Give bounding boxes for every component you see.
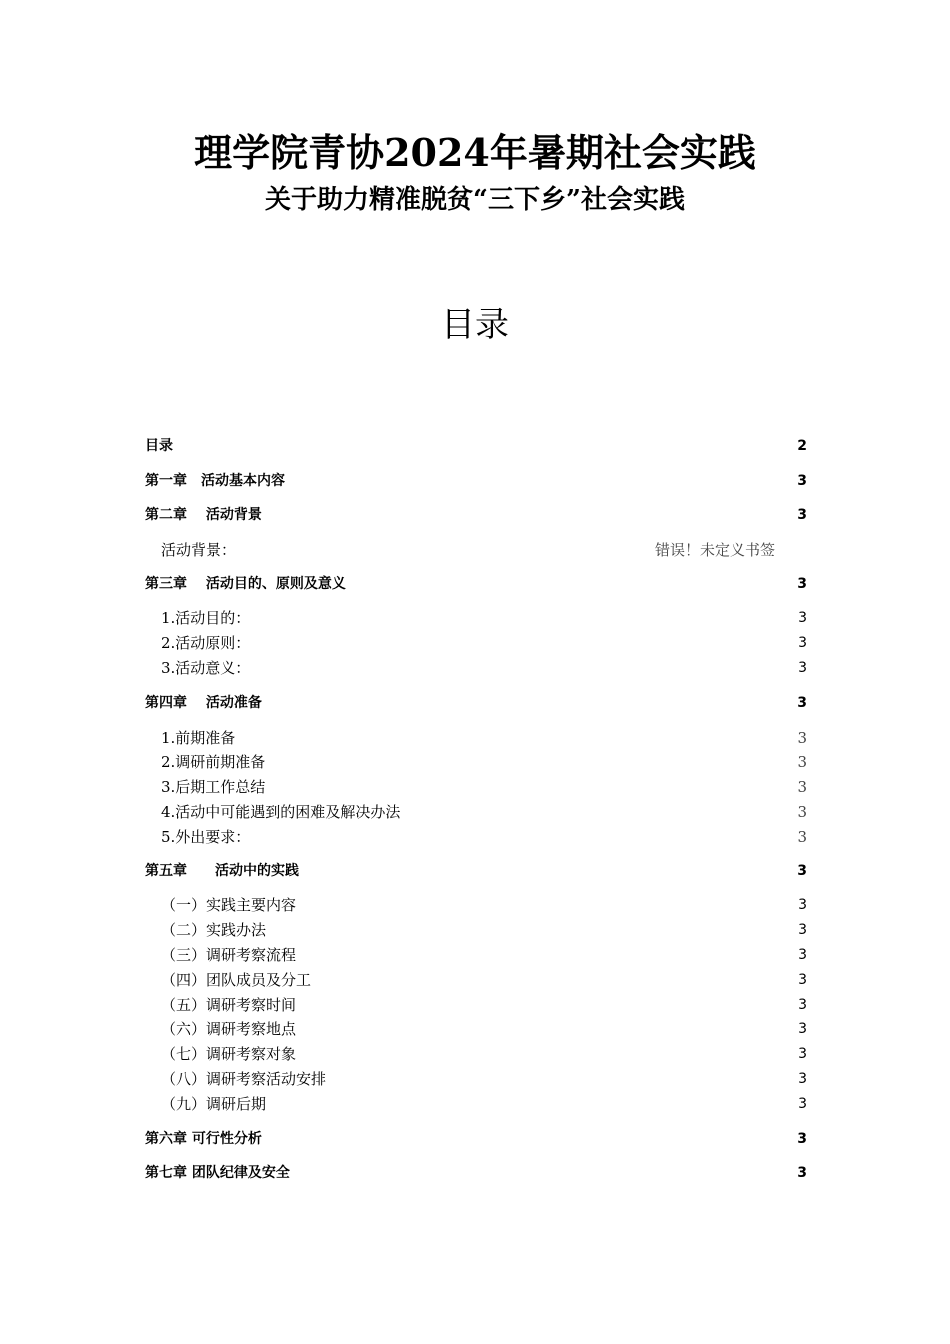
toc-entry-label: 目录 [145,438,173,454]
toc-entry-chapter-6[interactable] [145,1128,807,1150]
toc-entry-5-7[interactable] [161,1043,807,1065]
toc-entry-label: 第四章 活动准备 [145,695,262,711]
toc-entry-page: 3 [798,1046,807,1062]
toc-entry-page: 3 [798,1096,807,1112]
toc-entry-label: 第五章 活动中的实践 [145,863,299,879]
toc-entry-label: （六）调研考察地点 [161,1020,297,1038]
toc-entry-3-1[interactable] [161,607,807,629]
document-subtitle: 关于助力精准脱贫“三下乡”社会实践 [265,185,685,215]
toc-entry-page: 3 [797,803,807,821]
toc-entry-chapter-5[interactable] [145,860,807,882]
toc-entry-label: 第一章 活动基本内容 [145,473,285,489]
toc-entry-chapter-2[interactable] [145,504,807,526]
toc-entry-page: 3 [798,947,807,963]
toc-entry-page: 3 [797,507,807,523]
toc-entry-chapter-3[interactable] [145,573,807,595]
toc-entry-page: 3 [797,828,807,846]
document-title: 理学院青协2024年暑期社会实践 [194,130,756,175]
toc-entry-label: （九）调研后期 [161,1095,267,1113]
toc-entry-page: 3 [798,635,807,651]
toc-entry-chapter-4[interactable] [145,692,807,714]
toc-entry-label: （四）团队成员及分工 [161,971,312,989]
toc-entry-label: 第七章 团队纪律及安全 [145,1165,290,1181]
toc-entry-4-3[interactable] [161,776,807,798]
toc-entry-toc[interactable] [145,435,807,457]
toc-entry-page: 3 [798,922,807,938]
toc-entry-page: 3 [797,695,807,711]
toc-entry-page: 3 [797,473,807,489]
toc-entry-3-3[interactable] [161,657,807,679]
toc-entry-5-6[interactable] [161,1018,807,1040]
toc-entry-5-1[interactable] [161,894,807,916]
toc-entry-label: 2.活动原则： [161,634,251,652]
toc-entry-page: 3 [797,729,807,747]
toc-entry-label: （五）调研考察时间 [161,996,297,1014]
toc-entry-label: 1.活动目的： [161,609,251,627]
toc-entry-label: 1.前期准备 [161,729,236,747]
toc-entry-page: 3 [798,897,807,913]
toc-heading: 目录 [441,305,509,345]
toc-entry-label: 活动背景： [161,541,237,559]
toc-entry-5-8[interactable] [161,1068,807,1090]
toc-entry-page: 3 [797,778,807,796]
toc-entry-4-5[interactable] [161,826,807,848]
toc-entry-label: 4.活动中可能遇到的困难及解决办法 [161,803,401,821]
toc-entry-label: 第六章 可行性分析 [145,1131,262,1147]
toc-entry-5-9[interactable] [161,1093,807,1115]
toc-entry-page: 3 [798,610,807,626]
toc-entry-label: 第三章 活动目的、原则及意义 [145,576,346,592]
toc-entry-page: 3 [797,576,807,592]
toc-entry-page: 3 [798,972,807,988]
toc-entry-page: 3 [798,1021,807,1037]
toc-entry-page: 3 [798,1071,807,1087]
toc-entry-label: 5.外出要求： [161,828,251,846]
toc-entry-4-4[interactable] [161,801,807,823]
toc-entry-5-3[interactable] [161,944,807,966]
toc-entry-chapter-1[interactable] [145,470,807,492]
toc-entry-label: 第二章 活动背景 [145,507,262,523]
toc-entry-page-error: 错误！未定义书签 [654,541,775,559]
toc-entry-label: 3.后期工作总结 [161,778,266,796]
toc-entry-page: 3 [797,753,807,771]
toc-entry-label: 2.调研前期准备 [161,753,266,771]
toc-entry-page: 3 [797,863,807,879]
toc-entry-chapter-7[interactable] [145,1162,807,1184]
toc-entry-page: 3 [798,660,807,676]
toc-entry-label: （一）实践主要内容 [161,896,297,914]
toc-entry-3-2[interactable] [161,632,807,654]
toc-entry-background[interactable] [161,539,775,561]
toc-entry-label: （八）调研考察活动安排 [161,1070,327,1088]
toc-entry-label: （二）实践办法 [161,921,267,939]
toc-entry-label: （七）调研考察对象 [161,1045,297,1063]
toc-entry-5-2[interactable] [161,919,807,941]
toc-entry-4-2[interactable] [161,751,807,773]
toc-entry-5-4[interactable] [161,969,807,991]
toc-entry-4-1[interactable] [161,727,807,749]
toc-entry-label: 3.活动意义： [161,659,251,677]
toc-entry-page: 3 [798,997,807,1013]
toc-entry-page: 3 [797,1131,807,1147]
toc-entry-page: 3 [797,1165,807,1181]
toc-entry-label: （三）调研考察流程 [161,946,297,964]
toc-entry-page: 2 [797,438,807,454]
toc-entry-5-5[interactable] [161,994,807,1016]
